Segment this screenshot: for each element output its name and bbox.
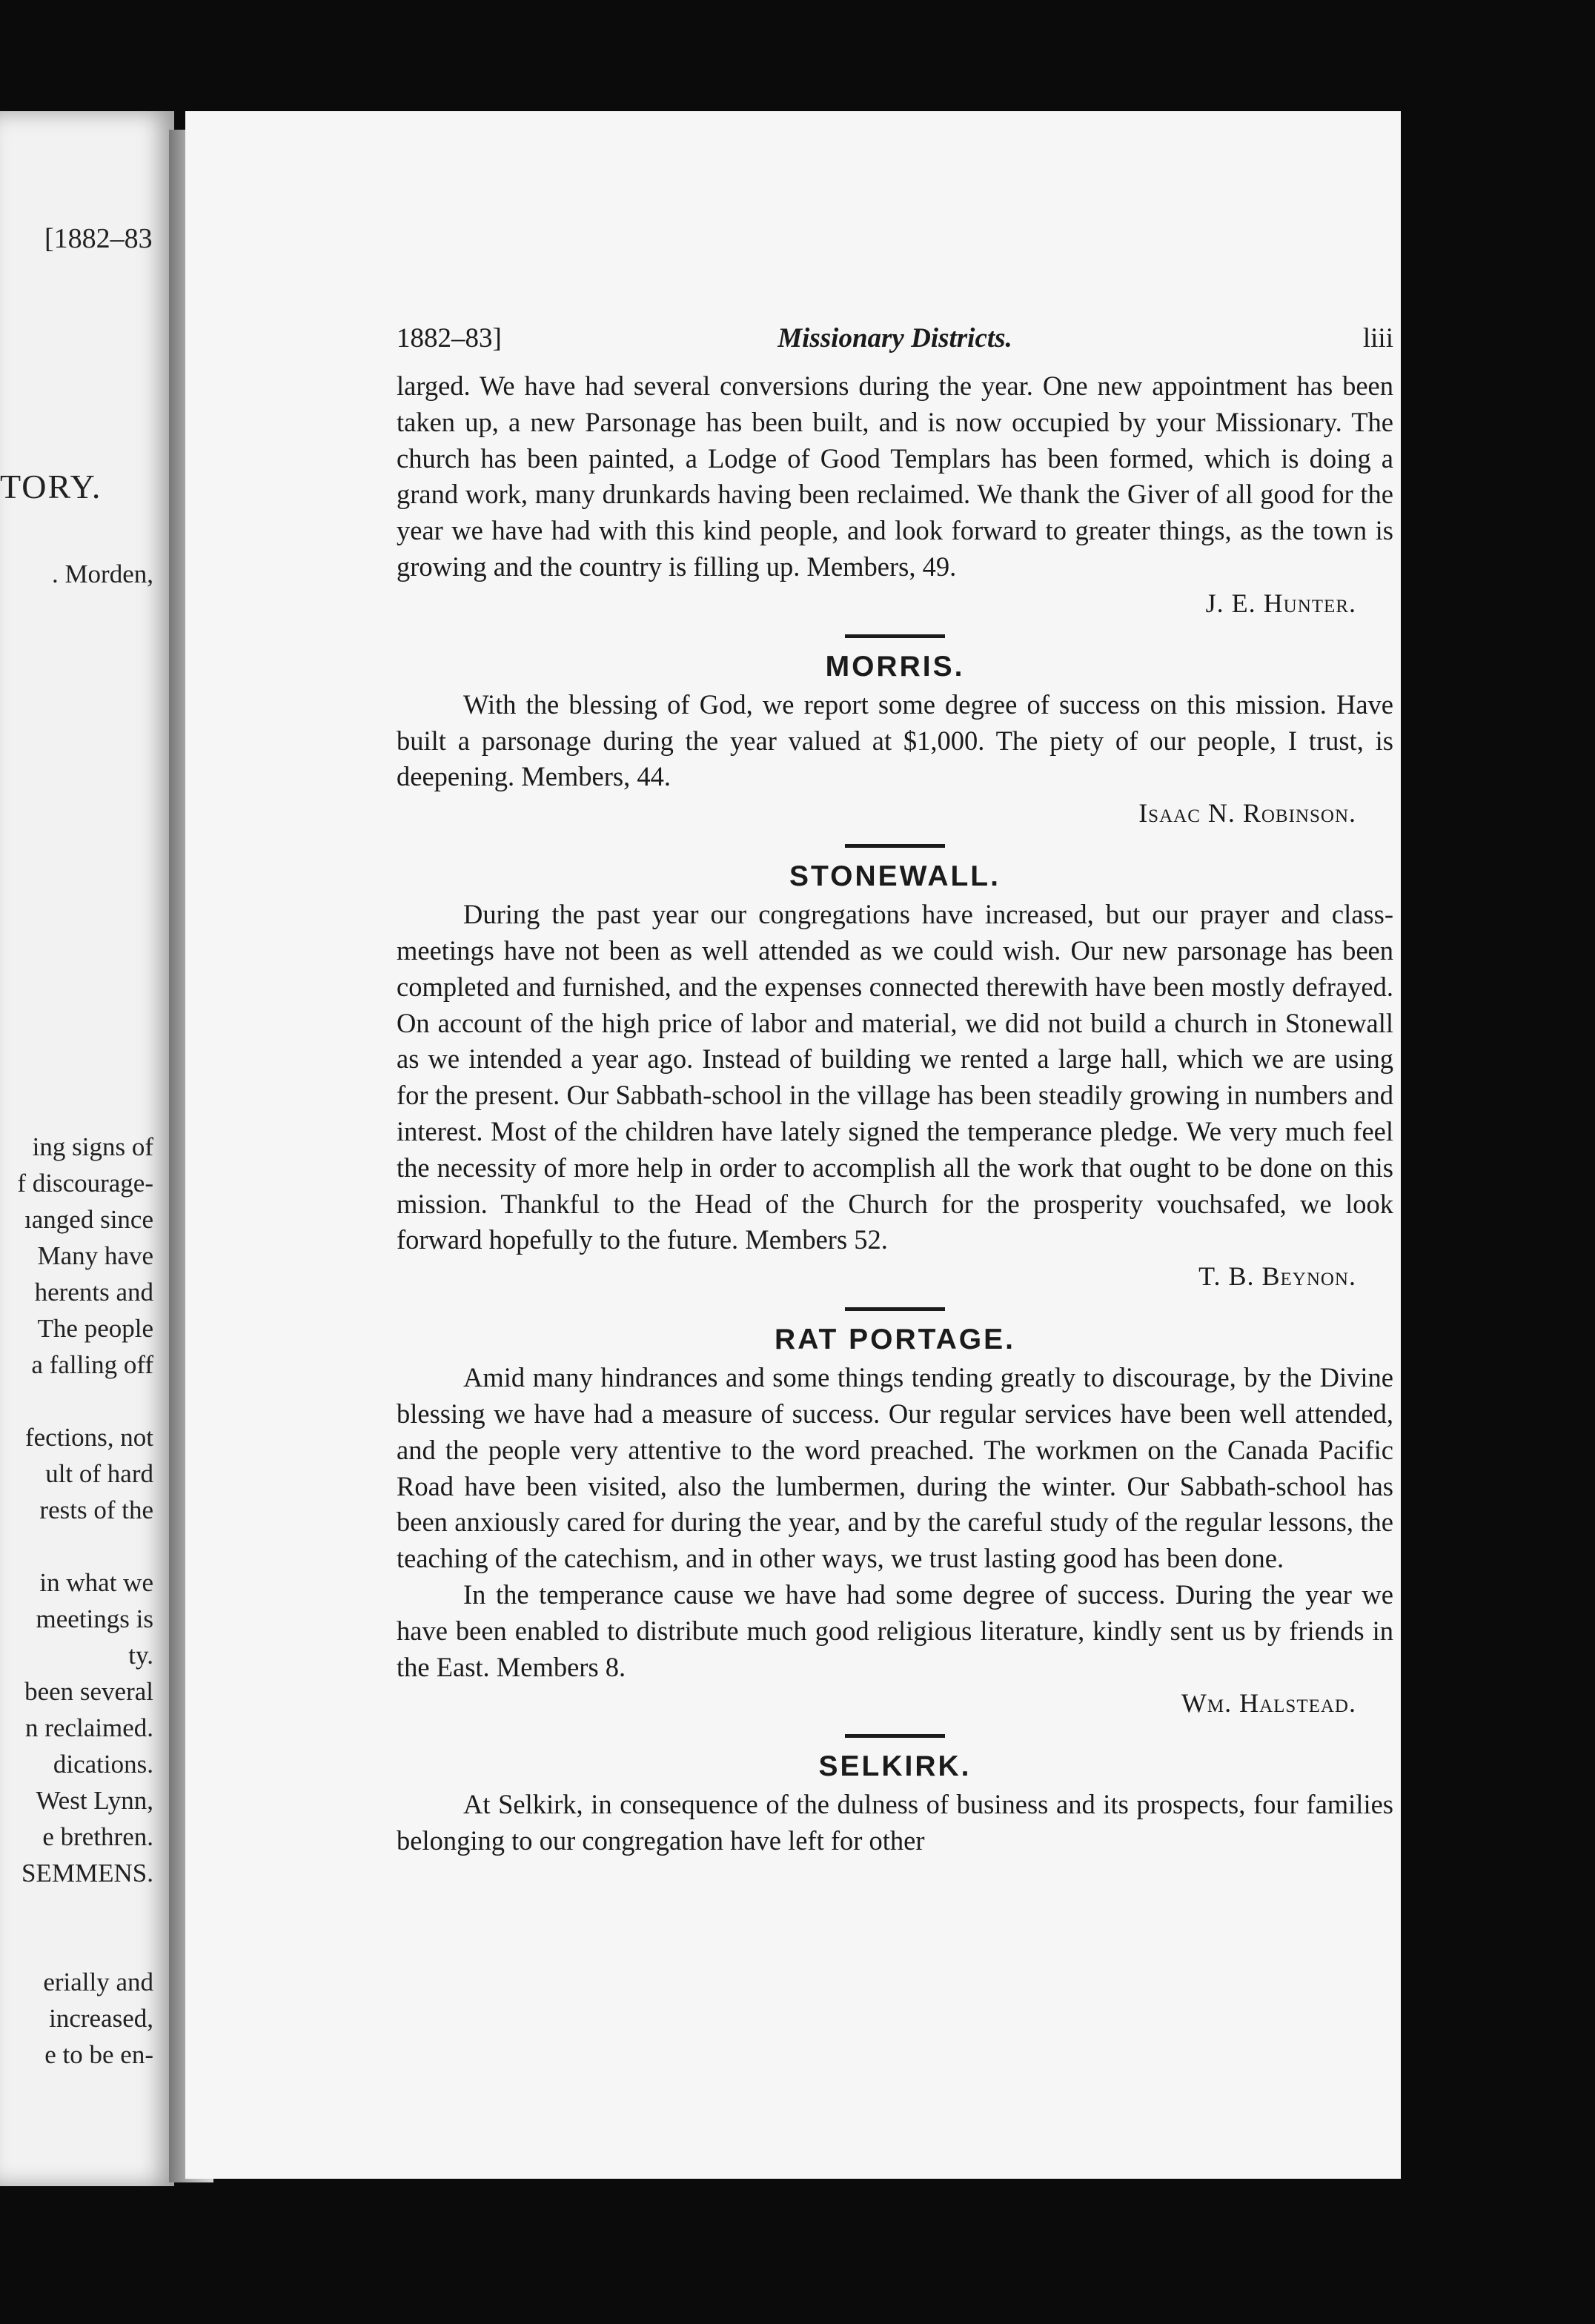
selkirk-paragraph: At Selkirk, in consequence of the dulness of business and its prospects, four families belonging to our congregation have left for other [397, 1789, 1393, 1856]
current-page [185, 111, 1401, 2179]
previous-page-fragment: dications. [53, 1750, 153, 1779]
previous-page-fragment: . Morden, [51, 560, 153, 588]
stonewall-section [397, 897, 1393, 1294]
previous-page-fragment: The people [37, 1314, 153, 1343]
previous-page-fragment: SEMMENS. [21, 1859, 153, 1888]
stonewall-paragraph: During the past year our congregations have increased, but our prayer and class-meetings have not been as well attended as we could wish. Our new parsonage has been completed and furnished, and the expenses connected therewith have been mostly defrayed. On account of the high price of labor and material, we did not build a church in Stonewall as we intended a year ago. Instead of building we rented a large hall, which we are using for the present. Our Sabbath-school in the village has been steadily growing in numbers and interest. Most of the children have lately signed the temperance pledge. We very much feel the necessity of more help in order to accomplish all the work that ought to be done on this mission. Thankful to the Head of the Church for the prosperity vouchsafed, we look forward hopefully to the future. Members 52. [397, 899, 1393, 1255]
page-number: liii [1362, 323, 1393, 353]
section-heading-rat-portage: RAT PORTAGE. [775, 1324, 1015, 1356]
previous-page-fragment: ult of hard [45, 1459, 153, 1488]
morris-paragraph: With the blessing of God, we report some degree of success on this mission. Have built a parsonage during the year valued at $1,000. The piety of our people, I trust, is deepening. Members, 44. [397, 688, 1393, 792]
previous-page-title-fragment: TORY. [0, 468, 102, 505]
previous-page-fragment: herents and [34, 1278, 153, 1307]
selkirk-section [397, 1787, 1393, 1859]
section-heading-morris: MORRIS. [825, 650, 965, 683]
previous-page-header: [1882–83 [44, 223, 153, 254]
morris-signature: Isaac N. Robinson. [1138, 798, 1356, 829]
rat-portage-paragraph-1: Amid many hindrances and some things tending greatly to discourage, by the Divine blessing we have had a measure of success. Our regular services have been well attended, and the people very attentive to the word preached. The workmen on the Canada Pacific Road have been visited, also the lumbermen, during the winter. Our Sabbath-school has been anxiously cared for during the year, and by the careful study of the regular lessons, the teaching of the catechism, and in other ways, we trust lasting good has been done. [397, 1362, 1393, 1574]
previous-page-fragment: e to be en- [44, 2040, 153, 2069]
previous-page-fragment: fections, not [24, 1423, 153, 1452]
previous-page-fragment: ing signs of [32, 1132, 153, 1161]
morris-section [397, 687, 1393, 831]
previous-page-fragment: ıanged since [24, 1205, 153, 1234]
previous-page-fragment: Many have [37, 1241, 153, 1270]
running-head-title: Missionary Districts. [777, 323, 1012, 353]
stonewall-signature: T. B. Beynon. [1198, 1261, 1356, 1292]
intro-paragraph: larged. We have had several conversions during the year. One new appointment has been taken up, a new Parsonage has been built, and is now occupied by your Missionary. The church has been painted, a Lodge of Good Templars has been formed, which is doing a grand work, many drunkards having been reclaimed. We thank the Giver of all good for the year we have had with this kind people, and look forward to greater things, as the town is growing and the country is filling up. Members, 49. [397, 371, 1393, 582]
section-heading-selkirk: SELKIRK. [818, 1750, 972, 1783]
section-heading-stonewall: STONEWALL. [789, 860, 1001, 893]
previous-page-fragment: West Lynn, [36, 1786, 153, 1815]
previous-page-fragment: ty. [128, 1641, 153, 1670]
previous-page-fragment: increased, [49, 2004, 153, 2033]
section-rule [845, 634, 945, 638]
previous-page-fragment: e brethren. [42, 1822, 153, 1851]
previous-page-fragment: meetings is [36, 1604, 153, 1633]
previous-page-strip [0, 111, 174, 2186]
previous-page-fragment: n reclaimed. [25, 1713, 153, 1742]
rat-portage-paragraph-2: In the temperance cause we have had some degree of success. During the year we have been enabled to distribute much good religious literature, kindly sent us by friends in the East. Members 8. [397, 1578, 1393, 1682]
rat-portage-section [397, 1360, 1393, 1721]
previous-page-fragment: rests of the [39, 1495, 153, 1524]
rat-portage-signature: Wm. Halstead. [1181, 1688, 1356, 1719]
previous-page-fragment: a falling off [31, 1350, 153, 1379]
running-head-years: 1882–83] [397, 323, 502, 353]
section-rule [845, 1307, 945, 1311]
previous-page-fragment: erially and [43, 1968, 153, 1996]
previous-page-fragment: been several [24, 1677, 153, 1706]
intro-section [397, 368, 1393, 621]
page-content [397, 322, 1393, 1859]
section-rule [845, 1734, 945, 1738]
running-head [397, 322, 1393, 367]
previous-page-fragment: in what we [39, 1568, 153, 1597]
previous-page-fragment: f discourage- [17, 1169, 153, 1198]
intro-signature: J. E. Hunter. [1205, 588, 1356, 618]
section-rule [845, 844, 945, 848]
